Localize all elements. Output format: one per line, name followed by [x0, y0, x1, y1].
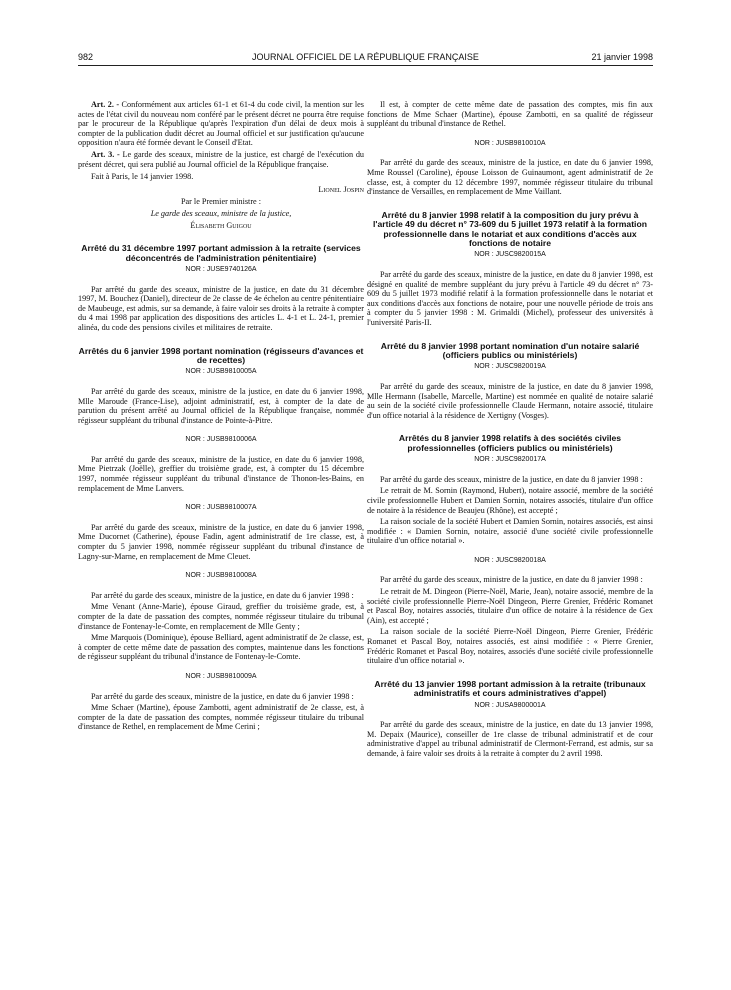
- article-3: [78, 150, 364, 169]
- paragraph: Par arrêté du garde des sceaux, ministre de la justice, en date du 8 janvier 1998, Mlle Hermann (Isabelle, Marcelle, Martine) est nommée en qualité de notaire salarié au sein de la société civile professionnelle Claude Hermann, notaire associé, titulaire d'un office notarial à la résidence de Xertigny (Vosges).: [367, 381, 653, 420]
- nor-reference: NOR : JUSB9810007A: [185, 504, 257, 512]
- section-title: Arrêtés du 6 janvier 1998 portant nomination (régisseurs d'avances et de recettes): [78, 345, 364, 365]
- paragraph: Mme Schaer (Martine), épouse Zambotti, agent administratif de 2e classe, est, à compter de la date de passation des comptes, nommée régisseur titulaire du tribunal d'instance de Rethel, en remplacement de Mme Cerini ;: [78, 703, 364, 732]
- section-title: Arrêté du 13 janvier 1998 portant admission à la retraite (tribunaux administratifs et cours administratives d'appel): [374, 678, 646, 699]
- header-rule: [78, 65, 653, 66]
- paragraph: Par arrêté du garde des sceaux, ministre de la justice, en date du 6 janvier 1998, Mme Ducornet (Catherine), épouse Fadin, agent administratif de 1re classe, est, à compter du 5 janvier 1998, nommée régisseur suppléant du tribunal d'instance de Lagny-sur-Marne, en remplacement de Mme Cleuet.: [78, 522, 364, 561]
- garde-des-sceaux-title: Le garde des sceaux, ministre de la justice,: [150, 208, 292, 218]
- issue-date: 21 janvier 1998: [591, 52, 653, 62]
- section-title: Arrêté du 8 janvier 1998 portant nomination d'un notaire salarié (officiers publics ou ministériels): [380, 340, 640, 360]
- page-number: 982: [78, 52, 94, 62]
- nor-reference: NOR : JUSB9810006A: [185, 436, 257, 444]
- paragraph: Par arrêté du garde des sceaux, ministre de la justice, en date du 8 janvier 1998, est désigné en qualité de membre suppléant du jury prévu à l'article 49 du décret n° 73-609 du 5 juillet 1973 modifié relatif à la formation professionnelle dans le notariat et aux conditions d'accès aux fonctions de notaire, pour une nouvelle période de trois ans à compter du 5 janvier 1998 : M. Grimaldi (Michel), professeur des universités à l'université Paris-II.: [367, 269, 653, 327]
- nor-reference: NOR : JUSC9820019A: [474, 363, 546, 371]
- nor-reference: NOR : JUSB9810008A: [185, 572, 257, 580]
- paragraph: Par arrêté du garde des sceaux, ministre de la justice, en date du 6 janvier 1998 :: [91, 691, 354, 701]
- nor-reference: NOR : JUSC9820018A: [474, 556, 546, 564]
- left-column: [78, 100, 364, 734]
- journal-title: JOURNAL OFFICIEL DE LA RÉPUBLIQUE FRANÇAISE: [252, 52, 479, 62]
- paragraph: Par arrêté du garde des sceaux, ministre de la justice, en date du 6 janvier 1998 :: [91, 590, 354, 600]
- paragraph: Par arrêté du garde des sceaux, ministre de la justice, en date du 6 janvier 1998, Mme Pietrzak (Joëlle), greffier du troisième grade, est, à compter du 15 décembre 1997, nommée régisseur suppléant du tribunal d'instance de Thonon-les-Bains, en remplacement de Mme Lanvers.: [78, 454, 364, 493]
- nor-reference: NOR : JUSB9810009A: [185, 672, 257, 680]
- paragraph: Le retrait de M. Sornin (Raymond, Hubert), notaire associé, membre de la société civile professionnelle Hubert et Damien Sornin, notaires associés, titulaire d'un office de notaire à la résidence de Beaujeu (Rhône), est accepté ;: [367, 486, 653, 515]
- section-title: Arrêté du 8 janvier 1998 relatif à la composition du jury prévu à l'article 49 du décret n° 73-609 du 5 juillet 1973 relatif à la formation professionnelle dans le notariat et aux conditions d'accès aux fonctions de notaire: [373, 209, 647, 248]
- nor-reference: NOR : JUSB9810010A: [474, 139, 546, 147]
- paragraph: Par arrêté du garde des sceaux, ministre de la justice, en date du 13 janvier 1998, M. Depaix (Maurice), conseiller de 1re classe de tribunal administratif et de cour administrative d'appel au tribunal administratif de Clermont-Ferrand, est admis, sur sa demande, à faire valoir ses droits à la retraite à compter du 2 avril 1998.: [367, 720, 653, 758]
- paragraph: Mme Marquois (Dominique), épouse Belliard, agent administratif de 2e classe, est, à compter de cette même date de passation des comptes, maintenue dans les fonctions de régisseur suppléant du tribunal d'instance de Fontenay-le-Comte.: [78, 633, 364, 662]
- section-title: Arrêté du 31 décembre 1997 portant admission à la retraite (services déconcentrés de l'administration pénitentiaire): [81, 243, 361, 263]
- paragraph: La raison sociale de la société Hubert et Damien Sornin, notaires associés, est ainsi modifiée : « Damien Sornin, notaire, associé d'une société civile professionnelle titulaire d'un office notarial ».: [367, 517, 653, 546]
- nor-reference: NOR : JUSE9740126A: [185, 265, 257, 273]
- fait-a-paris: Fait à Paris, le 14 janvier 1998.: [91, 172, 194, 182]
- paragraph: La raison sociale de la société Pierre-Noël Dingeon, Pierre Grenier, Frédéric Romanet et Pascal Boy, notaires associés, est ainsi modifiée : « Pierre Grenier, Frédéric Romanet et Pascal Boy, notaires, associés d'une société civile professionnelle titulaire d'un office notarial ».: [367, 627, 653, 666]
- article-3-label: Art. 3. -: [91, 149, 120, 159]
- nor-reference: NOR : JUSC9820017A: [474, 456, 546, 464]
- signature-jospin: Lionel Jospin: [318, 184, 364, 194]
- nor-reference: NOR : JUSB9810005A: [185, 368, 257, 376]
- nor-reference: NOR : JUSA9800001A: [474, 701, 546, 709]
- paragraph: Par arrêté du garde des sceaux, ministre de la justice, en date du 8 janvier 1998 :: [380, 575, 643, 585]
- right-column: [367, 100, 653, 761]
- signature-guigou: Élisabeth Guigou: [190, 220, 252, 230]
- paragraph: Par arrêté du garde des sceaux, ministre de la justice, en date du 31 décembre 1997, M. Bouchez (Daniel), directeur de 2e classe de 4e échelon au centre pénitentiaire de Maubeuge, est admis, sur sa demande, à faire valoir ses droits à la retraite à compter du 4 mai 1998 par application des dispositions des articles L. 4-1 et L. 24-1, premier alinéa, du code des pensions civiles et militaires de retraite.: [78, 284, 364, 332]
- paragraph: Par arrêté du garde des sceaux, ministre de la justice, en date du 8 janvier 1998 :: [380, 474, 643, 484]
- article-3-text: Le garde des sceaux, ministre de la justice, est chargé de l'exécution du présent décret, qui sera publié au Journal officiel de la République française.: [78, 149, 365, 169]
- paragraph: Par arrêté du garde des sceaux, ministre de la justice, en date du 6 janvier 1998, Mme Roussel (Caroline), épouse Loisson de Guinaumont, agent administratif de 2e classe, est, à compter du 12 décembre 1997, nommée régisseur titulaire du tribunal d'instance de Versailles, en remplacement de Mme Vaillant.: [367, 158, 653, 197]
- paragraph: Il est, à compter de cette même date de passation des comptes, mis fin aux fonctions de Mme Schaer (Martine), épouse Zambotti, en sa qualité de régisseur suppléant du tribunal d'instance de Rethel.: [367, 100, 653, 129]
- page-header: [78, 52, 653, 64]
- article-2-label: Art. 2. -: [91, 100, 120, 109]
- paragraph: Par arrêté du garde des sceaux, ministre de la justice, en date du 6 janvier 1998, Mlle Maroude (France-Lise), adjoint administratif, est, à compter de la date de parution du présent arrêté au Journal officiel de la République française, nommée régisseur suppléant du tribunal d'instance de Pointe-à-Pitre.: [78, 386, 364, 425]
- article-2-text: Conformément aux articles 61-1 et 61-4 du code civil, la mention sur les actes de l'état civil du nouveau nom conféré par le présent décret ne pourra être requise par le procureur de la République qu'après l'expiration d'un délai de deux mois à compter de la publication dudit décret au Journal officiel et sur justification qu'aucune opposition n'aura été formée devant le Conseil d'Etat.: [78, 100, 364, 148]
- article-2: [78, 100, 364, 148]
- section-title: Arrêtés du 8 janvier 1998 relatifs à des sociétés civiles professionnelles (officiers publics ou ministériels): [398, 433, 622, 453]
- paragraph: Mme Venant (Anne-Marie), épouse Giraud, greffier du troisième grade, est, à compter de la date de passation des comptes, nommée régisseur titulaire du tribunal d'instance de Fontenay-le-Comte, en remplacement de Mlle Genty ;: [78, 602, 364, 631]
- par-premier-ministre: Par le Premier ministre :: [180, 197, 262, 207]
- nor-reference: NOR : JUSC9820015A: [474, 251, 546, 259]
- paragraph: Le retrait de M. Dingeon (Pierre-Noël, Marie, Jean), notaire associé, membre de la société civile professionnelle Pierre-Noël Dingeon, Pierre Grenier, Frédéric Romanet et Pascal Boy, notaires associés, titulaire d'un office de notaire à la résidence de Gex (Ain), est accepté ;: [367, 587, 653, 625]
